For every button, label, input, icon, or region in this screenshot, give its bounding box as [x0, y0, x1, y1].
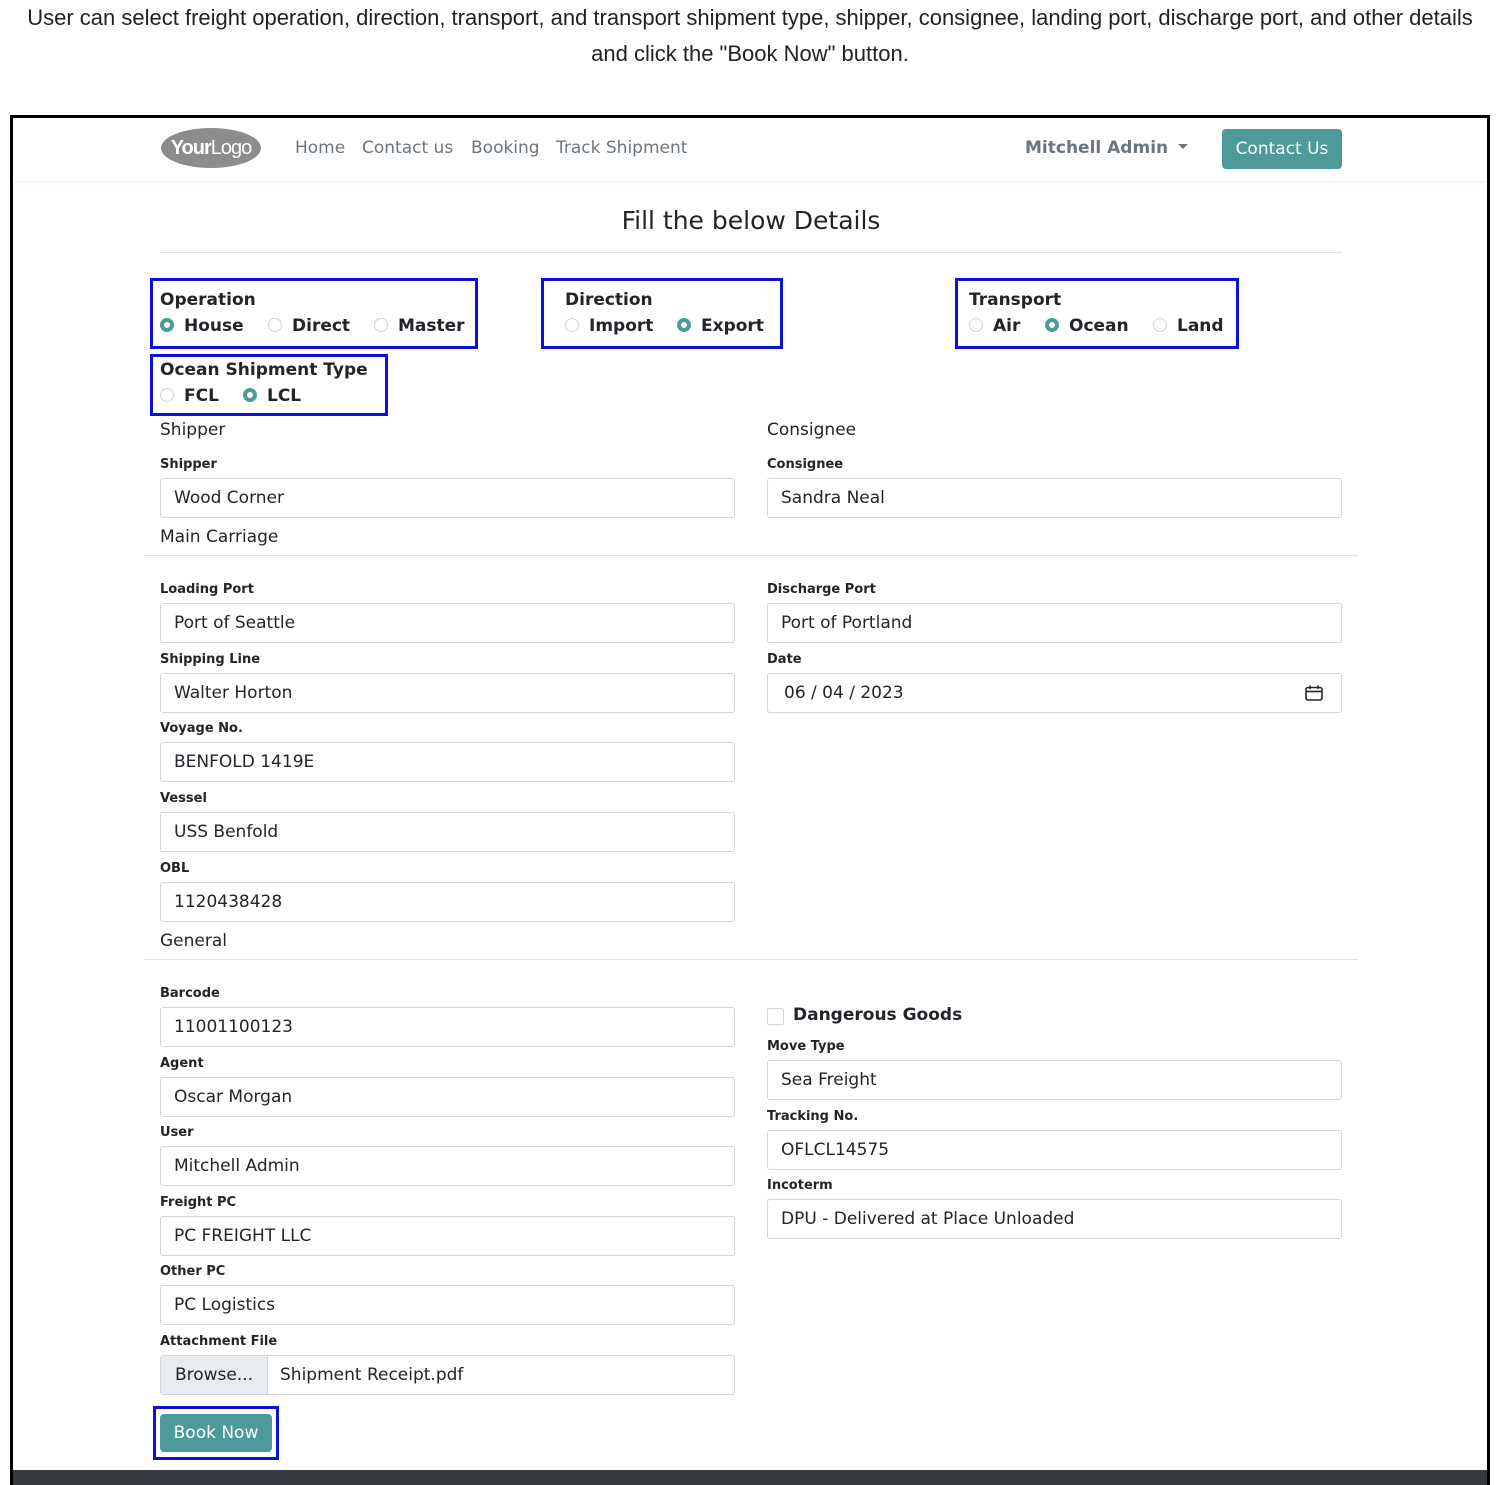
- user-name: Mitchell Admin: [1025, 138, 1169, 158]
- loading-port-label: Loading Port: [160, 582, 254, 597]
- nav-link-booking[interactable]: Booking: [471, 138, 540, 158]
- book-now-button[interactable]: Book Now: [160, 1414, 272, 1452]
- incoterm-input[interactable]: DPU - Delivered at Place Unloaded: [767, 1199, 1342, 1239]
- radio-selected-icon: [243, 388, 257, 402]
- barcode-input[interactable]: 11001100123: [160, 1007, 735, 1047]
- user-menu[interactable]: [1025, 138, 1188, 158]
- ocean-shipment-type-label: Ocean Shipment Type: [160, 360, 368, 380]
- footer-bar: [13, 1470, 1487, 1485]
- nav-link-contact[interactable]: Contact us: [362, 138, 454, 158]
- divider: [144, 959, 1358, 960]
- dangerous-goods-label: Dangerous Goods: [793, 1005, 963, 1025]
- radio-direction-import[interactable]: Import: [565, 316, 653, 336]
- radio-transport-land[interactable]: Land: [1153, 316, 1224, 336]
- discharge-port-label: Discharge Port: [767, 582, 876, 597]
- intro-text: User can select freight operation, direction, transport, and transport shipment type, shipper, consignee, landing port, discharge port, and other details and click the "Book Now" button.: [27, 5, 1473, 66]
- browse-button[interactable]: Browse...: [161, 1356, 268, 1394]
- move-type-input[interactable]: Sea Freight: [767, 1060, 1342, 1100]
- user-input[interactable]: Mitchell Admin: [160, 1146, 735, 1186]
- barcode-label: Barcode: [160, 986, 220, 1001]
- attachment-file-input[interactable]: [160, 1355, 735, 1395]
- radio-direction-export[interactable]: Export: [677, 316, 764, 336]
- shipping-line-input[interactable]: Walter Horton: [160, 673, 735, 713]
- agent-input[interactable]: Oscar Morgan: [160, 1077, 735, 1117]
- radio-shipment-fcl[interactable]: FCL: [160, 386, 219, 406]
- highlight-operation: [150, 278, 478, 349]
- tracking-no-label: Tracking No.: [767, 1109, 859, 1124]
- freight-pc-input[interactable]: PC FREIGHT LLC: [160, 1216, 735, 1256]
- radio-selected-icon: [160, 318, 174, 332]
- shipper-input[interactable]: Wood Corner: [160, 478, 735, 518]
- direction-label: Direction: [565, 290, 653, 310]
- radio-transport-air[interactable]: Air: [969, 316, 1020, 336]
- radio-icon: [1153, 318, 1167, 332]
- transport-label: Transport: [969, 290, 1062, 310]
- shipping-line-label: Shipping Line: [160, 652, 261, 667]
- dangerous-goods-checkbox[interactable]: [767, 1008, 784, 1025]
- radio-operation-master[interactable]: Master: [374, 316, 465, 336]
- navbar: [13, 118, 1487, 181]
- radio-icon: [160, 388, 174, 402]
- calendar-icon[interactable]: [1305, 685, 1323, 701]
- nav-link-home[interactable]: Home: [295, 138, 346, 158]
- tracking-no-input[interactable]: OFLCL14575: [767, 1130, 1342, 1170]
- voyage-no-input[interactable]: BENFOLD 1419E: [160, 742, 735, 782]
- move-type-label: Move Type: [767, 1039, 845, 1054]
- radio-shipment-lcl[interactable]: LCL: [243, 386, 301, 406]
- consignee-input[interactable]: Sandra Neal: [767, 478, 1342, 518]
- chevron-down-icon: [1178, 144, 1188, 149]
- consignee-label: Consignee: [767, 457, 844, 472]
- voyage-no-label: Voyage No.: [160, 721, 243, 736]
- highlight-transport: [955, 278, 1239, 349]
- radio-icon: [565, 318, 579, 332]
- incoterm-label: Incoterm: [767, 1178, 833, 1193]
- main-carriage-section-title: Main Carriage: [160, 527, 279, 547]
- consignee-section-title: Consignee: [767, 420, 857, 440]
- attachment-file-label: Attachment File: [160, 1334, 278, 1349]
- radio-transport-ocean[interactable]: Ocean: [1045, 316, 1129, 336]
- operation-label: Operation: [160, 290, 256, 310]
- radio-icon: [969, 318, 983, 332]
- other-pc-label: Other PC: [160, 1264, 226, 1279]
- agent-label: Agent: [160, 1056, 204, 1071]
- page-title: Fill the below Details: [621, 206, 881, 235]
- highlight-direction: [541, 278, 783, 349]
- radio-icon: [374, 318, 388, 332]
- browser-frame: [10, 115, 1490, 1485]
- other-pc-input[interactable]: PC Logistics: [160, 1285, 735, 1325]
- general-section-title: General: [160, 931, 227, 951]
- shipper-label: Shipper: [160, 457, 217, 472]
- radio-selected-icon: [677, 318, 691, 332]
- radio-operation-house[interactable]: House: [160, 316, 244, 336]
- radio-icon: [268, 318, 282, 332]
- obl-label: OBL: [160, 861, 190, 876]
- logo[interactable]: YourLogo: [161, 128, 261, 168]
- radio-operation-direct[interactable]: Direct: [268, 316, 350, 336]
- divider: [160, 252, 1342, 253]
- user-label: User: [160, 1125, 194, 1140]
- date-label: Date: [767, 652, 802, 667]
- vessel-label: Vessel: [160, 791, 207, 806]
- discharge-port-input[interactable]: Port of Portland: [767, 603, 1342, 643]
- obl-input[interactable]: 1120438428: [160, 882, 735, 922]
- divider: [144, 555, 1358, 556]
- freight-pc-label: Freight PC: [160, 1195, 237, 1210]
- shipper-section-title: Shipper: [160, 420, 226, 440]
- radio-selected-icon: [1045, 318, 1059, 332]
- date-input[interactable]: 06 / 04 / 2023: [767, 673, 1342, 713]
- nav-link-track-shipment[interactable]: Track Shipment: [556, 138, 688, 158]
- vessel-input[interactable]: USS Benfold: [160, 812, 735, 852]
- attachment-file-name: Shipment Receipt.pdf: [280, 1365, 464, 1385]
- contact-us-button[interactable]: Contact Us: [1222, 129, 1342, 169]
- loading-port-input[interactable]: Port of Seattle: [160, 603, 735, 643]
